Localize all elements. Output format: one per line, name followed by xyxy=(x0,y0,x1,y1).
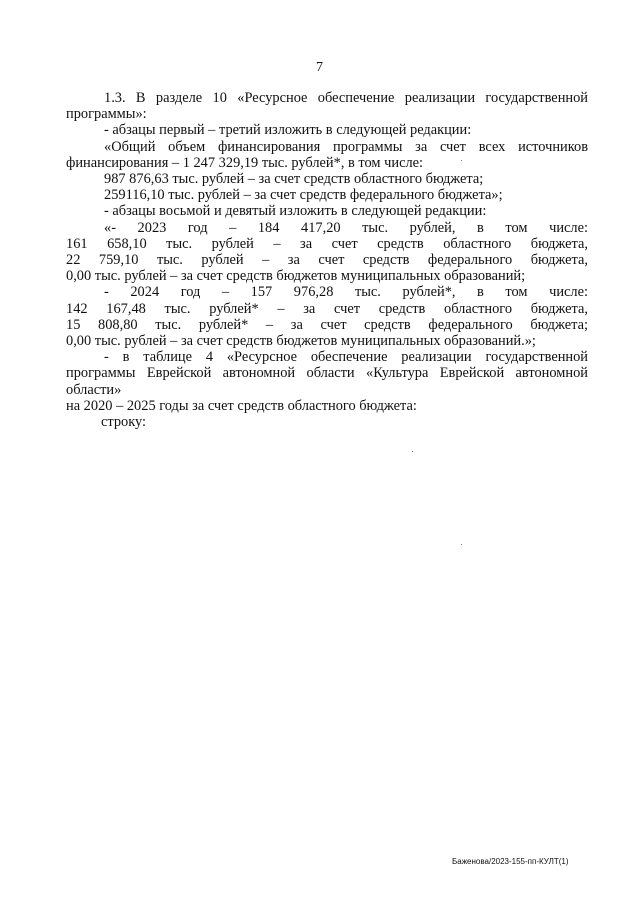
paragraph-9-line-1: - в таблице 4 «Ресурсное обеспечение реализации государственной xyxy=(104,349,588,366)
paragraph-3-line-2: финансирования – 1 247 329,19 тыс. рублей*, в том числе: xyxy=(66,154,424,171)
paragraph-8-line-3: 15 808,80 тыс. рублей* – за счет средств федерального бюджета; xyxy=(66,316,588,333)
paragraph-7-line-2: 161 658,10 тыс. рублей – за счет средств областного бюджета, xyxy=(66,235,588,252)
paragraph-7-line-1: «- 2023 год – 184 417,20 тыс. рублей, в том числе: xyxy=(104,219,588,236)
paragraph-9-line-4: на 2020 – 2025 годы за счет средств областного бюджета: xyxy=(66,397,417,414)
paragraph-2: - абзацы первый – третий изложить в следующей редакции: xyxy=(104,122,472,139)
paragraph-8-line-4: 0,00 тыс. рублей – за счет средств бюджетов муниципальных образований.»; xyxy=(66,333,536,350)
paragraph-8-line-1: - 2024 год – 157 976,28 тыс. рублей*, в том числе: xyxy=(104,284,588,301)
paragraph-6: - абзацы восьмой и девятый изложить в следующей редакции: xyxy=(104,203,487,220)
page-number: 7 xyxy=(316,60,323,75)
scan-speck xyxy=(461,160,462,161)
paragraph-3-line-1: «Общий объем финансирования программы за счет всех источников xyxy=(104,138,588,155)
document-footer-code: Баженова/2023-155-пп-КУЛТ(1) xyxy=(452,857,569,866)
scan-speck xyxy=(461,544,462,545)
paragraph-5: 259116,10 тыс. рублей – за счет средств федерального бюджета»; xyxy=(104,187,503,204)
paragraph-10: строку: xyxy=(101,414,147,431)
scan-speck xyxy=(412,451,413,452)
paragraph-8-line-2: 142 167,48 тыс. рублей* – за счет средств областного бюджета, xyxy=(66,300,588,317)
paragraph-7-line-3: 22 759,10 тыс. рублей – за счет средств федерального бюджета, xyxy=(66,252,588,269)
paragraph-9-line-2: программы Еврейской автономной области «Культура Еврейской автономной xyxy=(66,365,588,382)
paragraph-1-line-1: 1.3. В разделе 10 «Ресурсное обеспечение реализации государственной xyxy=(104,90,588,106)
paragraph-1-line-2: программы»: xyxy=(66,106,147,123)
paragraph-9-line-3: области» xyxy=(66,381,122,398)
paragraph-7-line-4: 0,00 тыс. рублей – за счет средств бюджетов муниципальных образований; xyxy=(66,268,526,285)
paragraph-4: 987 876,63 тыс. рублей – за счет средств областного бюджета; xyxy=(104,171,484,188)
document-body xyxy=(66,90,588,430)
